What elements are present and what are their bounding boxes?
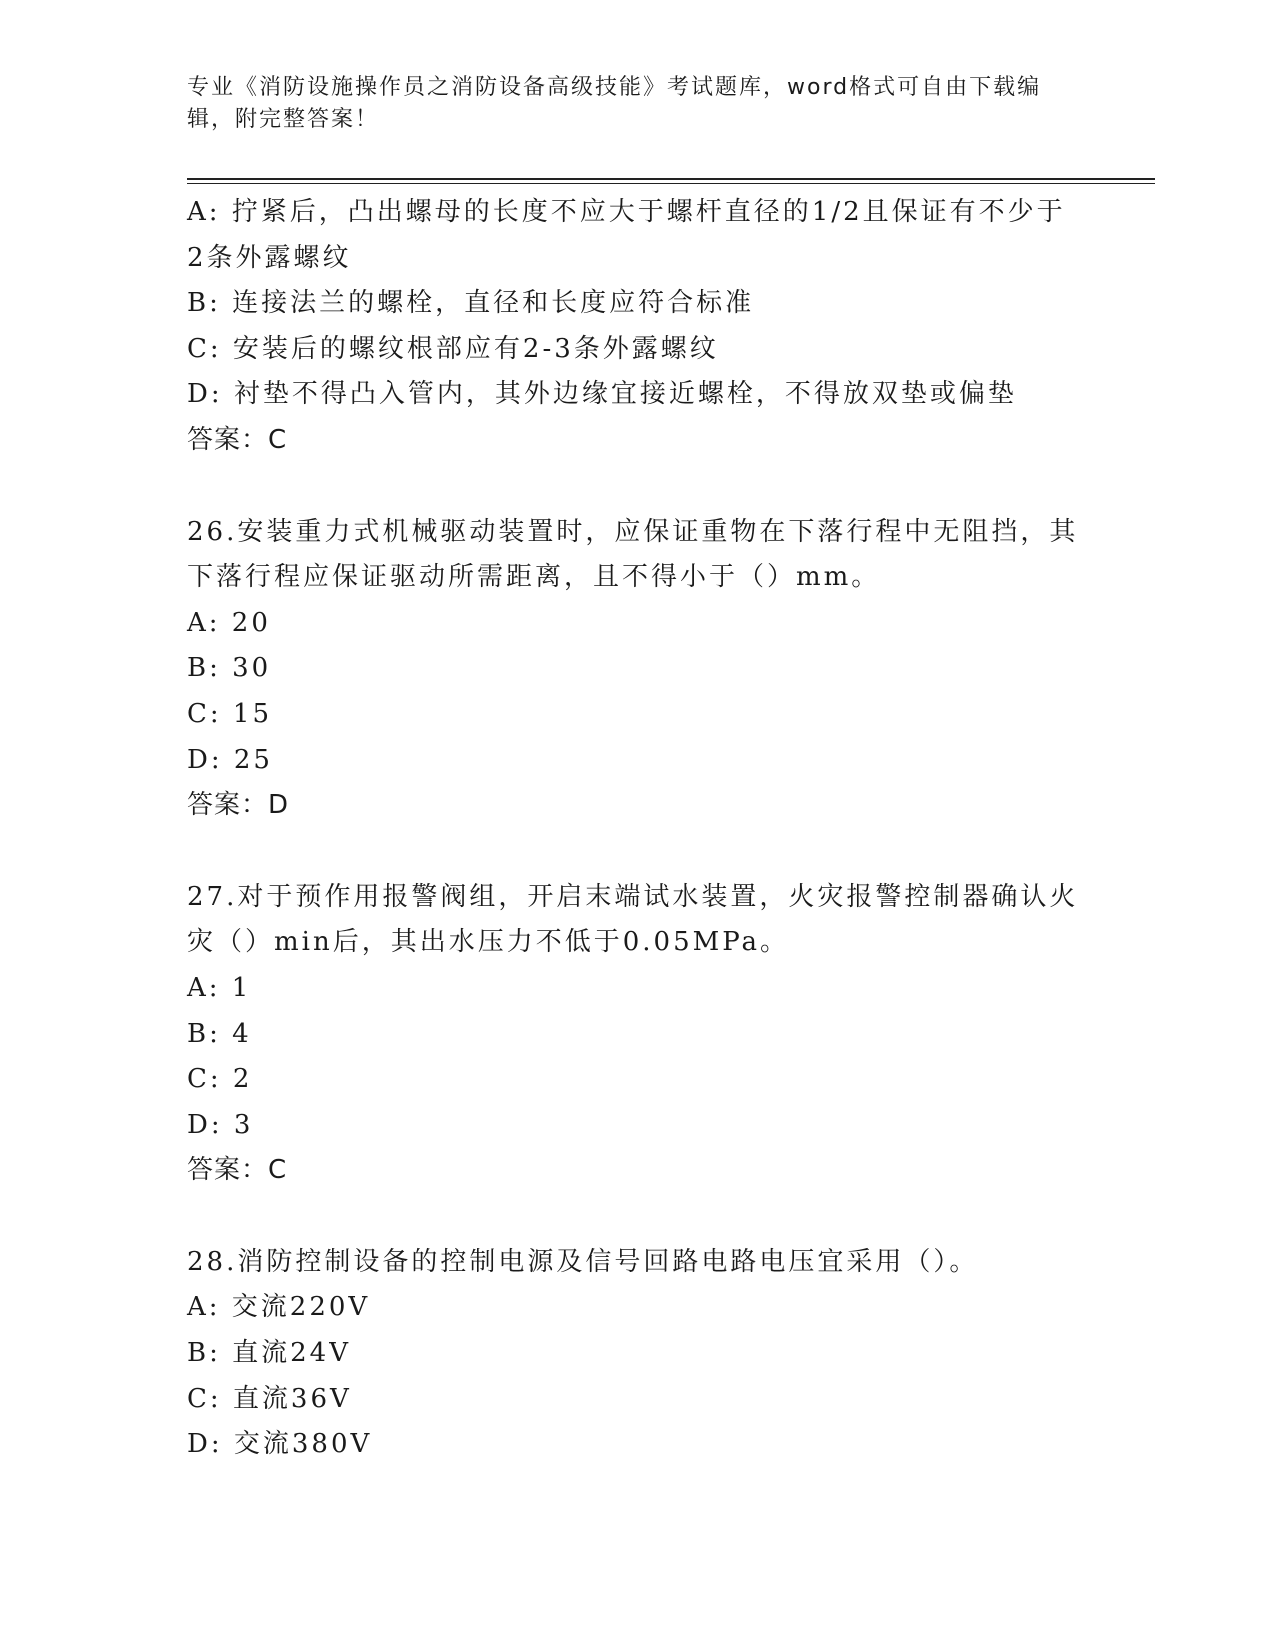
question-28 [187,1240,1087,1468]
option-d: D: 衬垫不得凸入管内，其外边缘宜接近螺栓，不得放双垫或偏垫 [187,379,1017,410]
question-stem-line-2: 下落行程应保证驱动所需距离，且不得小于（）mm。 [187,562,881,593]
option-a: A: 交流220V [187,1292,371,1323]
option-a-line-1: A: 拧紧后，凸出螺母的长度不应大于螺杆直径的1/2且保证有不少于 [187,197,1066,227]
option-d: D: 25 [187,744,273,775]
answer-line: 答案：D [187,790,290,821]
option-b: B: 连接法兰的螺栓，直径和长度应符合标准 [187,288,755,319]
question-27 [187,875,1087,1194]
answer-line: 答案：C [187,1155,288,1186]
option-a-line-2: 2条外露螺纹 [187,242,352,273]
document-header [187,72,1087,136]
question-stem-line-2: 灾（）min后，其出水压力不低于0.05MPa。 [187,927,790,958]
header-line-1: 专业《消防设施操作员之消防设备高级技能》考试题库，word格式可自由下载编 [187,75,1042,100]
option-b: B: 直流24V [187,1338,351,1369]
header-line-2: 辑，附完整答案！ [187,107,380,132]
option-c: C: 2 [187,1064,253,1095]
option-a: A: 20 [187,607,271,638]
option-c: C: 直流36V [187,1383,352,1414]
header-divider-thick [187,178,1155,180]
question-stem-line-1: 26.安装重力式机械驱动装置时，应保证重物在下落行程中无阻挡，其 [187,516,1079,547]
question-25-tail [187,190,1087,464]
question-stem-line-1: 27.对于预作用报警阀组，开启末端试水装置，火灾报警控制器确认火 [187,881,1079,912]
option-d: D: 3 [187,1109,254,1140]
option-c: C: 安装后的螺纹根部应有2-3条外露螺纹 [187,333,719,364]
option-d: D: 交流380V [187,1429,373,1460]
option-b: B: 4 [187,1018,252,1049]
header-divider-thin [187,183,1155,184]
question-26 [187,510,1087,829]
option-b: B: 30 [187,653,272,684]
option-c: C: 15 [187,698,273,729]
question-list [187,190,1087,1468]
question-stem-line-1: 28.消防控制设备的控制电源及信号回路电路电压宜采用（）。 [187,1246,979,1277]
option-a: A: 1 [187,972,252,1003]
answer-line: 答案：C [187,424,288,455]
